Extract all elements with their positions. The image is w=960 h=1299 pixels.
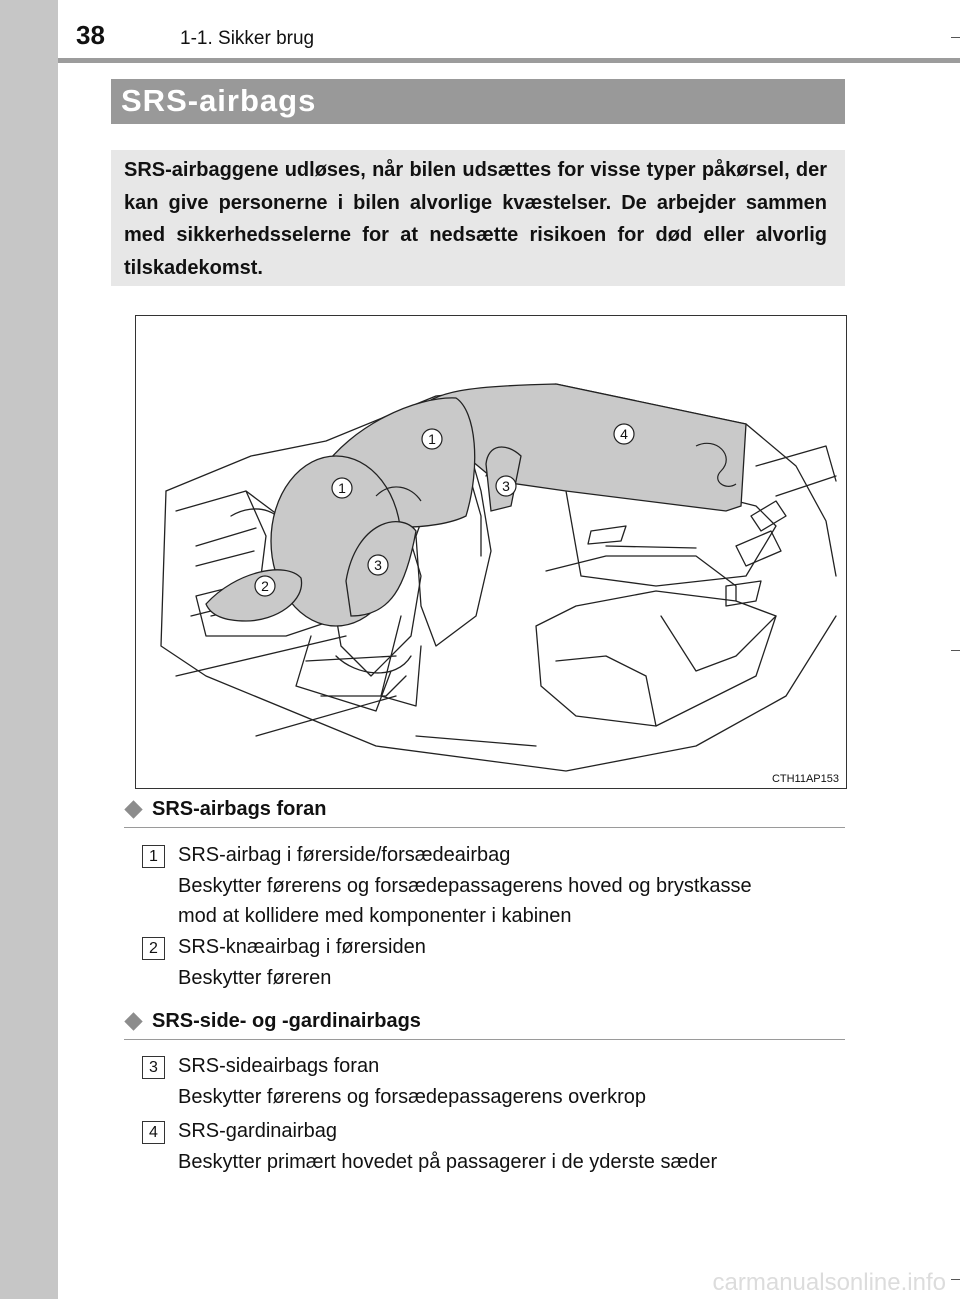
page-title: SRS-airbags	[121, 83, 317, 118]
diamond-bullet-icon	[124, 800, 142, 818]
callout-label: 4	[620, 426, 628, 442]
item-number-badge: 1	[142, 845, 165, 868]
airbag-illustration	[135, 315, 847, 789]
header-rule	[58, 58, 960, 63]
callout-label: 1	[338, 480, 346, 496]
section-heading-side	[124, 1010, 421, 1033]
item-description: Beskytter førerens og forsædepassagerens hoved og brystkasse	[178, 874, 752, 897]
watermark: carmanualsonline.info	[712, 1269, 946, 1296]
crop-mark	[951, 1279, 960, 1280]
crop-mark	[951, 37, 960, 38]
car-interior-drawing	[136, 316, 846, 788]
item-title: SRS-knæairbag i førersiden	[178, 936, 426, 958]
callout-label: 3	[502, 478, 510, 494]
crop-mark	[951, 650, 960, 651]
item-title: SRS-gardinairbag	[178, 1120, 337, 1142]
item-number-badge: 4	[142, 1121, 165, 1144]
figure-code: CTH11AP153	[771, 773, 839, 785]
section-heading-text: SRS-airbags foran	[152, 798, 327, 820]
page-title-band	[111, 79, 845, 124]
callout-label: 2	[261, 578, 269, 594]
section-path: 1-1. Sikker brug	[180, 28, 315, 49]
left-margin-bar	[0, 0, 58, 1299]
intro-text: SRS-airbaggene udløses, når bilen udsættes for visse typer påkørsel, der kan give personerne i bilen alvorlige kvæstelser. De arbejder sammen med sikkerhedsselerne for at nedsætte risikoen for død eller alvorlig tilskadekomst.	[124, 159, 827, 279]
item-description: mod at kollidere med komponenter i kabinen	[178, 905, 572, 927]
intro-box	[111, 150, 845, 286]
section-heading-front	[124, 798, 326, 821]
item-description: Beskytter førerens og forsædepassagerens overkrop	[178, 1085, 646, 1108]
item-description: Beskytter føreren	[178, 966, 332, 989]
item-number-badge: 2	[142, 937, 165, 960]
section-heading-text: SRS-side- og -gardinairbags	[152, 1010, 421, 1032]
item-number-badge: 3	[142, 1056, 165, 1079]
item-description: Beskytter primært hovedet på passagerer i de yderste sæder	[178, 1150, 718, 1173]
diamond-bullet-icon	[124, 1012, 142, 1030]
section-rule	[124, 1039, 845, 1040]
item-title: SRS-sideairbags foran	[178, 1055, 380, 1077]
page-number: 38	[76, 20, 105, 50]
section-rule	[124, 827, 845, 828]
callout-label: 1	[428, 431, 436, 447]
callout-label: 3	[374, 557, 382, 573]
item-title: SRS-airbag i førerside/forsædeairbag	[178, 844, 511, 866]
